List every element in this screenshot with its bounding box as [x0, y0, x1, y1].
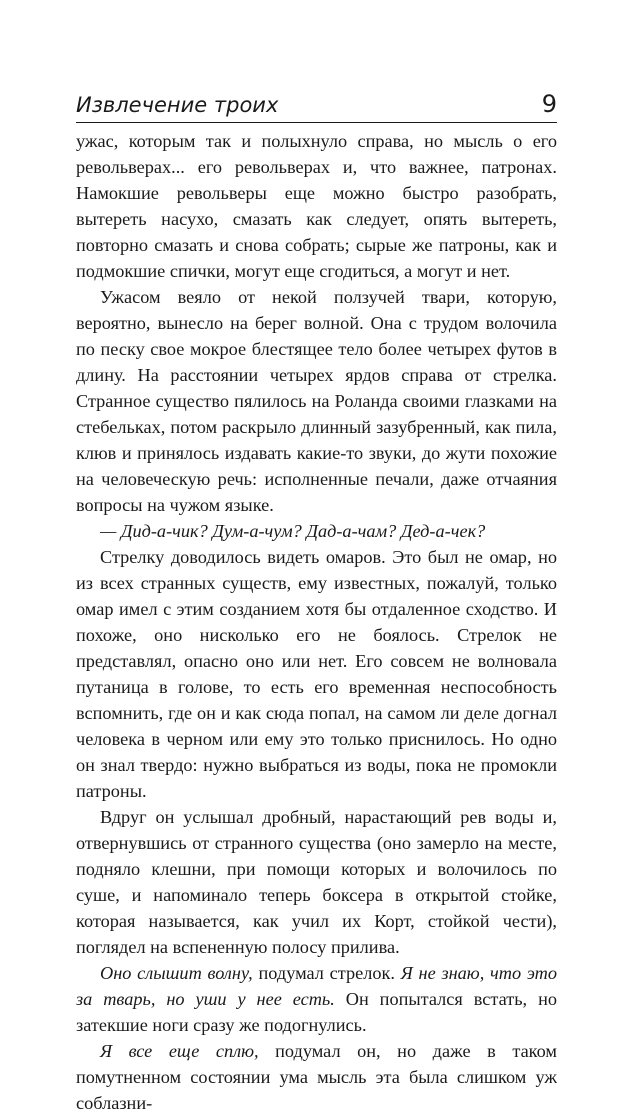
body-text [76, 128, 557, 1116]
text-run: Ужасом веяло от некой ползучей твари, которую, вероятно, вынесло на берег волной. Она с трудом волочила по песку свое мокрое блестящее тело более четырех футов в длину. На расстоянии четырех ярдов справа от стрелка. Странное существо пялилось на Роланда своими глазками на стебельках, потом раскрыло длинный зазубренный, как пила, клюв и принялось издавать какие-то звуки, до жути похожие на человеческую речь: исполненные печали, даже отчаяния вопросы на чужом языке. [76, 287, 557, 515]
italic-run: — Дид-а-чик? Дум-а-чум? Дад-а-чам? Дед-а-чек? [100, 521, 486, 541]
text-run: подумал стрелок. [252, 963, 401, 983]
text-run: Стрелку доводилось видеть омаров. Это был не омар, но из всех странных существ, ему известных, пожалуй, только омар имел с этим созданием хотя бы отдаленное сходство. И похоже, оно нисколько его не боялось. Стрелок не представлял, опасно оно или нет. Его совсем не волновала путаница в голове, то есть его временная неспособность вспомнить, где он и как сюда попал, на самом ли деле догнал человека в черном или ему это только приснилось. Но одно он знал твердо: нужно выбраться из воды, пока не промокли патроны. [76, 547, 557, 801]
running-head-title: Извлечение троих [76, 93, 279, 117]
text-run: Он попытался встать, но затекшие ноги сразу же подогнулись. [76, 989, 557, 1035]
text-run: Вдруг он услышал дробный, нарастающий рев воды и, отвернувшись от странного существа (оно замерло на месте, подняло клешни, при помощи которых и волочилось по суше, и напоминало теперь боксера в открытой стойке, которая называется, как учил их Корт, стойкой чести), поглядел на вспененную полосу прилива. [76, 807, 557, 957]
paragraph-5 [76, 804, 557, 960]
page-number: 9 [541, 90, 557, 118]
text-run: ужас, которым так и полыхнуло справа, но мысль о его револьверах... его револьверах и, что важнее, патронах. Намокшие револьверы еще можно быстро разобрать, вытереть насухо, смазать как следует, опять вытереть, повторно смазать и снова собрать; сырые же патроны, как и подмокшие спички, могут еще сгодиться, а могут и нет. [76, 131, 557, 281]
paragraph-6 [76, 960, 557, 1038]
italic-run: Оно слышит волну, [100, 963, 253, 983]
text-run: подумал он, но даже в таком помутненном состоянии ума мысль эта была слишком уж соблазни- [76, 1041, 557, 1113]
paragraph-4 [76, 544, 557, 804]
italic-run: Я не знаю, что это за тварь, но уши у нее есть. [76, 963, 558, 1009]
paragraph-7 [76, 1038, 557, 1116]
italic-run: Я все еще сплю, [100, 1041, 259, 1061]
paragraph-2 [76, 284, 557, 518]
running-head [76, 90, 557, 123]
paragraph-1 [76, 128, 557, 284]
dialogue-line [76, 518, 557, 544]
